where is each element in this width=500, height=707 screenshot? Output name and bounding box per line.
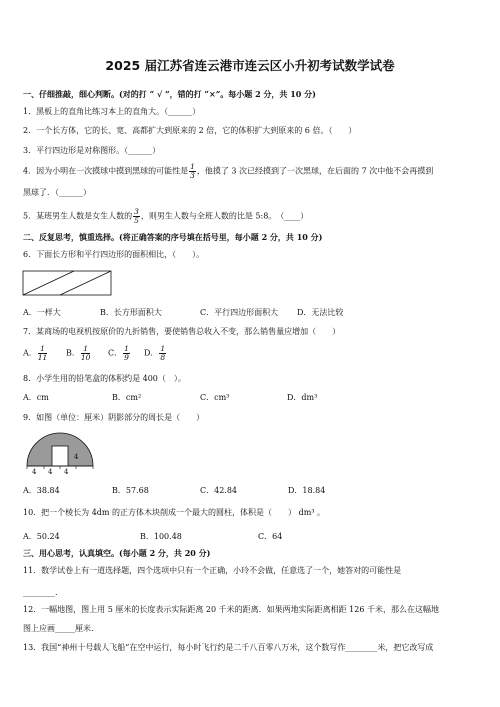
question-5 [23, 208, 308, 225]
q10-option-a[interactable]: A．50.24 [23, 532, 60, 541]
q9-option-d[interactable]: D．18.84 [288, 486, 326, 495]
question-4 [23, 163, 433, 180]
q8-option-d[interactable]: D．dm³ [287, 393, 318, 402]
question-1: 1．黑板上的直角比练习本上的直角大。（______） [23, 107, 201, 116]
section-1-header: 一、仔细推敲，细心判断。(对的打 “ √ ”，错的打 “×”。每小题 2 分，共 10 分) [23, 89, 316, 99]
q7-option-a[interactable]: A． $\frac{1}{11}$ [23, 344, 48, 362]
q6-option-c[interactable]: C．平行四边形面积大 [200, 308, 279, 317]
q10-option-b[interactable]: B．100.48 [140, 532, 182, 541]
q7-option-b[interactable]: B． $\frac{1}{10}$ [66, 344, 91, 362]
question-6: 6．下面长方形和平行四边形的面积相比，（ ）。 [23, 250, 205, 259]
figure-label-1: 4 [32, 468, 37, 476]
q7-option-c[interactable]: C． $\frac{1}{9}$ [108, 344, 129, 362]
fraction-three-fifths: $\frac{3}{5}$ [134, 207, 139, 225]
question-10: 10．把一个棱长为 4dm 的正方体木块削成一个最大的圆柱，体积是（ ） dm³ 。 [23, 508, 326, 517]
question-12: 12．一幅地图，图上用 5 厘米的长度表示实际距离 20 千米的距离．如果两地实际距离相距 126 千米，那么在这幅地 [23, 605, 439, 614]
rectangle-parallelogram-figure [22, 270, 114, 298]
question-12-continued: 图上应画_____厘米. [23, 624, 94, 633]
figure-label-height: 4 [74, 453, 79, 461]
fraction-one-third: $\frac{1}{3}$ [190, 162, 195, 180]
figure-label-3: 4 [64, 468, 69, 476]
figure-label-2: 4 [48, 468, 53, 476]
question-2: 2．一个长方体，它的长、宽、高都扩大到原来的 2 倍，它的体积扩大到原来的 6 倍。（ ） [23, 126, 357, 135]
q6-option-b[interactable]: B．长方形面积大 [100, 308, 162, 317]
section-2-header: 二、反复思考，慎重选择。(将正确答案的序号填在括号里，每小题 2 分，共 10 分) [23, 232, 323, 242]
q6-option-d[interactable]: D．无法比较 [297, 308, 344, 317]
question-8: 8．小学生用的铅笔盒的体积约是 400（ ）。 [23, 374, 186, 383]
q8-option-a[interactable]: A．cm [23, 393, 49, 402]
question-13: 13．我国“神州十号载人飞船”在空中运行，每小时飞行约是二千八百零八万米，这个数写作________米，把它改写成 [23, 643, 434, 652]
q6-option-a[interactable]: A．一样大 [23, 308, 61, 317]
question-7: 7．某商场的电视机按原价的九折销售，要使销售总收入不变，那么销售量应增加（ ） [23, 327, 341, 336]
question-11-answer-blank[interactable]: ________. [23, 588, 58, 597]
q9-option-a[interactable]: A．38.84 [23, 486, 60, 495]
section-3-header: 三、用心思考，认真填空。(每小题 2 分，共 20 分) [23, 548, 211, 558]
q7-option-d[interactable]: D． $\frac{1}{8}$ [144, 344, 166, 362]
q9-option-b[interactable]: B．57.68 [112, 486, 149, 495]
question-11: 11．数学试卷上有一道选择题，四个选项中只有一个正确，小玲不会做，任意选了一个，她答对的可能性是 [23, 566, 402, 575]
q8-option-b[interactable]: B．cm² [112, 393, 142, 402]
question-5-text-a: 5．某班男生人数是女生人数的 [23, 211, 133, 221]
question-4-continued: 黑球了．（______） [23, 188, 91, 197]
question-9: 9．如图（单位：厘米）阴影部分的周长是（ ） [23, 413, 205, 422]
question-4-text-b: ，他摸了 3 次已经摸到了一次黑球，在后面的 7 次中他不会再摸到 [196, 166, 434, 176]
question-3: 3．平行四边形是对称图形。（______） [23, 146, 161, 155]
q10-option-c[interactable]: C．64 [258, 532, 283, 541]
q8-option-c[interactable]: C．cm³ [200, 393, 230, 402]
q9-option-c[interactable]: C．42.84 [200, 486, 238, 495]
question-4-text-a: 4．因为小明在一次摸球中摸到黑球的可能性是 [23, 166, 189, 176]
page-title: 2025 届江苏省连云港市连云区小升初考试数学试卷 [105, 58, 395, 73]
question-5-text-b: ，则男生人数与全班人数的比是 5:8。 （____） [140, 211, 309, 221]
